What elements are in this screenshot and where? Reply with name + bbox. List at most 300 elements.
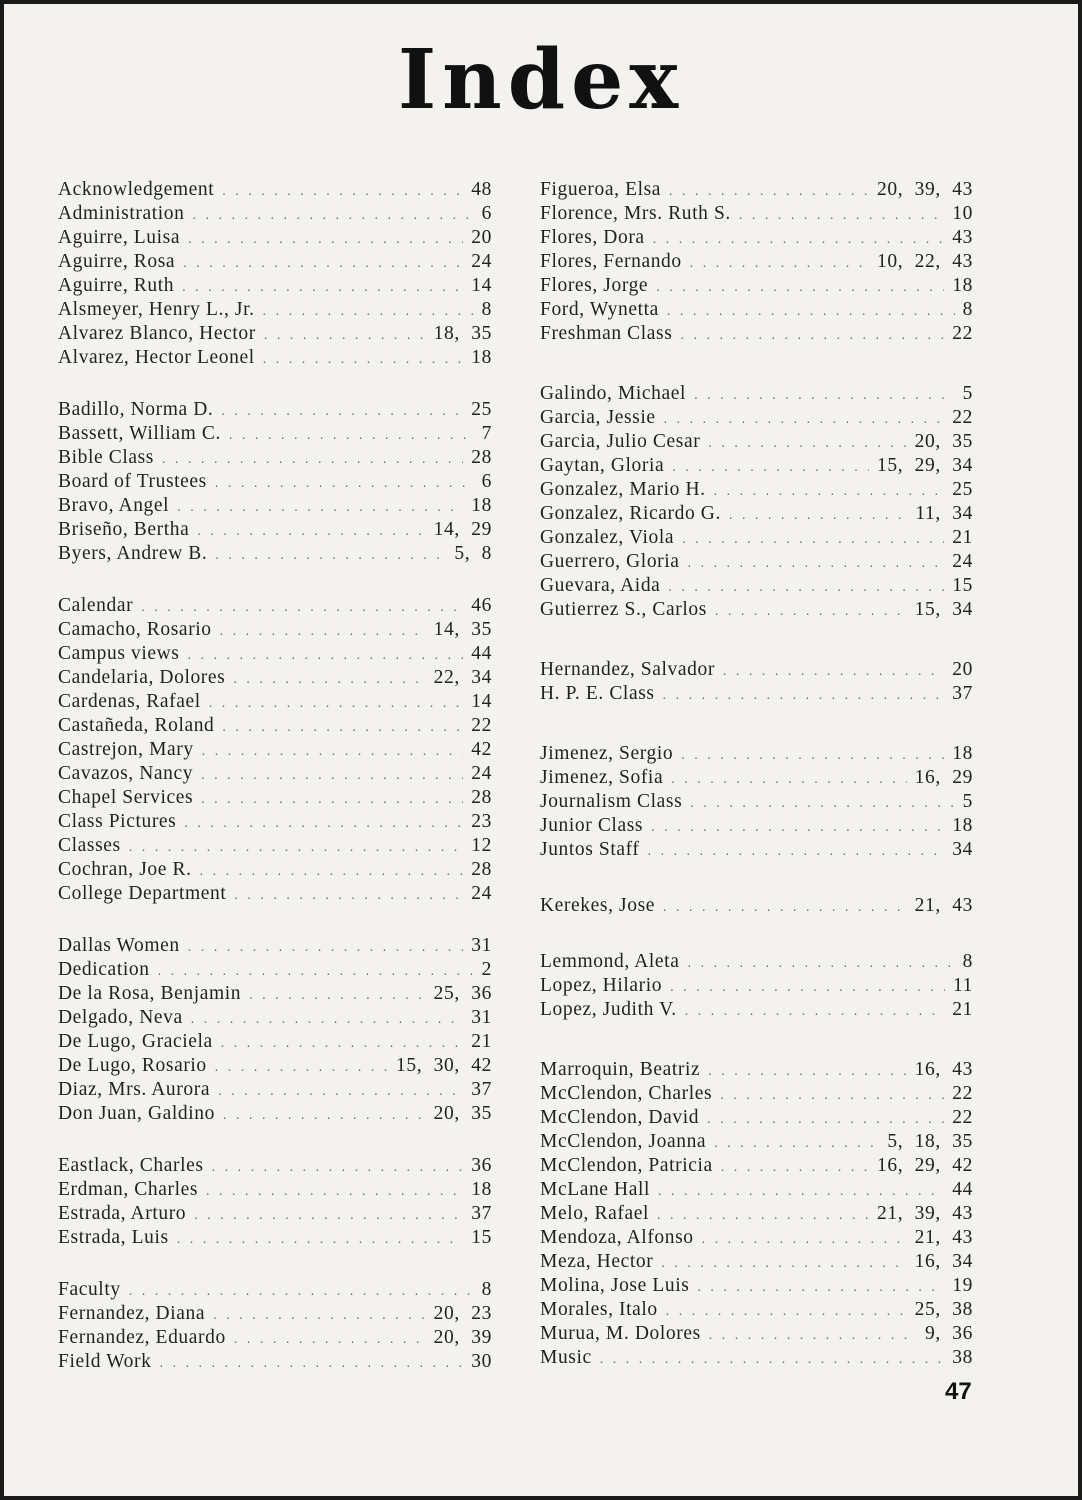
entry-name: Classes [58, 835, 121, 856]
index-entry [58, 594, 492, 618]
index-group [540, 382, 973, 622]
entry-name: Byers, Andrew B. [58, 543, 208, 564]
dot-leader [201, 764, 463, 788]
index-entry [540, 226, 973, 250]
entry-name: Cardenas, Rafael [58, 691, 201, 712]
index-entry [58, 642, 492, 666]
entry-pages: 21, 43 [914, 895, 973, 916]
entry-name: Calendar [58, 595, 134, 616]
dot-leader [233, 668, 425, 692]
dot-leader [651, 816, 944, 840]
entry-name: Castrejon, Mary [58, 739, 194, 760]
dot-leader [663, 896, 907, 920]
dot-leader [209, 692, 464, 716]
entry-name: Marroquin, Beatriz [540, 1059, 701, 1080]
entry-pages: 5, 8 [454, 543, 492, 564]
entry-name: Meza, Hector [540, 1251, 654, 1272]
entry-name: Flores, Jorge [540, 275, 649, 296]
dot-leader [188, 644, 464, 668]
index-column-left [58, 178, 492, 1402]
index-entry [58, 982, 492, 1006]
dot-leader [215, 544, 446, 568]
index-group [540, 178, 973, 346]
dot-leader [221, 1032, 464, 1056]
entry-name: Acknowledgement [58, 179, 215, 200]
index-entry [540, 998, 973, 1022]
dot-leader [708, 432, 906, 456]
dot-leader [680, 324, 944, 348]
entry-pages: 24 [952, 551, 973, 572]
dot-leader [215, 1056, 388, 1080]
index-entry [58, 298, 492, 322]
index-entry [540, 430, 973, 454]
entry-pages: 44 [471, 643, 492, 664]
entry-pages: 20, 35 [914, 431, 973, 452]
index-entry [540, 658, 973, 682]
index-entry [58, 542, 492, 566]
entry-pages: 24 [471, 251, 492, 272]
entry-pages: 22 [952, 407, 973, 428]
index-entry [540, 298, 973, 322]
dot-leader [685, 1000, 945, 1024]
dot-leader [667, 300, 955, 324]
entry-pages: 18, 35 [433, 323, 492, 344]
entry-name: McClendon, Charles [540, 1083, 713, 1104]
dot-leader [223, 1104, 426, 1128]
entry-pages: 22 [952, 323, 973, 344]
entry-pages: 21, 43 [914, 1227, 973, 1248]
index-entry [58, 1030, 492, 1054]
entry-pages: 15, 30, 42 [396, 1055, 492, 1076]
entry-pages: 36 [471, 1155, 492, 1176]
dot-leader [200, 860, 464, 884]
entry-name: Eastlack, Charles [58, 1155, 204, 1176]
index-entry [58, 882, 492, 906]
dot-leader [177, 1228, 464, 1252]
entry-pages: 7 [481, 423, 492, 444]
entry-name: Morales, Italo [540, 1299, 658, 1320]
index-entry [540, 1154, 973, 1178]
dot-leader [206, 1180, 463, 1204]
index-entry [58, 202, 492, 226]
dot-leader [694, 384, 955, 408]
entry-name: De Lugo, Graciela [58, 1031, 213, 1052]
entry-name: Flores, Fernando [540, 251, 682, 272]
dot-leader [263, 300, 474, 324]
index-entry [540, 838, 973, 862]
dot-leader [687, 952, 954, 976]
entry-name: Alsmeyer, Henry L., Jr. [58, 299, 255, 320]
index-entry [540, 274, 973, 298]
index-entry [58, 1102, 492, 1126]
index-entry [58, 494, 492, 518]
entry-pages: 18 [471, 495, 492, 516]
entry-pages: 28 [471, 859, 492, 880]
entry-name: Alvarez Blanco, Hector [58, 323, 256, 344]
entry-name: Gaytan, Gloria [540, 455, 665, 476]
entry-name: Alvarez, Hector Leonel [58, 347, 255, 368]
entry-name: Dedication [58, 959, 150, 980]
index-entry [58, 666, 492, 690]
dot-leader [201, 788, 463, 812]
dot-leader [264, 324, 426, 348]
entry-name: College Department [58, 883, 227, 904]
dot-leader [739, 204, 944, 228]
dot-leader [663, 684, 945, 708]
entry-pages: 20, 39, 43 [877, 179, 973, 200]
index-entry [58, 178, 492, 202]
entry-name: Badillo, Norma D. [58, 399, 214, 420]
entry-pages: 43 [952, 227, 973, 248]
index-entry [540, 322, 973, 346]
dot-leader [702, 1228, 907, 1252]
entry-pages: 20 [952, 659, 973, 680]
entry-pages: 15 [471, 1227, 492, 1248]
index-entry [540, 1106, 973, 1130]
entry-pages: 46 [471, 595, 492, 616]
index-entry [540, 1250, 973, 1274]
index-entry [58, 958, 492, 982]
entry-pages: 25, 38 [914, 1299, 973, 1320]
entry-name: Kerekes, Jose [540, 895, 656, 916]
entry-name: Mendoza, Alfonso [540, 1227, 694, 1248]
dot-leader [234, 884, 463, 908]
entry-name: Cavazos, Nancy [58, 763, 194, 784]
index-entry [58, 714, 492, 738]
dot-leader [690, 792, 954, 816]
entry-name: Campus views [58, 643, 180, 664]
entry-pages: 24 [471, 883, 492, 904]
index-entry [58, 810, 492, 834]
entry-name: Galindo, Michael [540, 383, 687, 404]
entry-pages: 19 [952, 1275, 973, 1296]
index-column-right [540, 178, 973, 1406]
index-entry [58, 1154, 492, 1178]
dot-leader [688, 552, 945, 576]
entry-name: Aguirre, Luisa [58, 227, 181, 248]
dot-leader [162, 448, 463, 472]
entry-pages: 21 [952, 527, 973, 548]
dot-leader [658, 1180, 944, 1204]
dot-leader [714, 1132, 879, 1156]
index-entry [540, 766, 973, 790]
entry-pages: 30 [471, 1351, 492, 1372]
entry-pages: 11, 34 [915, 503, 973, 524]
entry-pages: 5 [962, 383, 973, 404]
entry-name: Lopez, Judith V. [540, 999, 677, 1020]
index-group [540, 894, 973, 918]
index-entry [540, 478, 973, 502]
entry-pages: 28 [471, 787, 492, 808]
index-entry [58, 1078, 492, 1102]
index-entry [58, 422, 492, 446]
entry-pages: 24 [471, 763, 492, 784]
dot-leader [671, 768, 906, 792]
index-entry [58, 858, 492, 882]
entry-pages: 16, 29, 42 [877, 1155, 973, 1176]
entry-pages: 20, 35 [433, 1103, 492, 1124]
dot-leader [191, 1008, 464, 1032]
entry-pages: 2 [481, 959, 492, 980]
dot-leader [707, 1108, 944, 1132]
index-group [58, 594, 492, 906]
entry-name: Administration [58, 203, 185, 224]
index-entry [540, 1130, 973, 1154]
entry-name: Lemmond, Aleta [540, 951, 680, 972]
index-entry [58, 322, 492, 346]
entry-pages: 37 [952, 683, 973, 704]
entry-name: Faculty [58, 1279, 121, 1300]
entry-pages: 6 [481, 471, 492, 492]
index-entry [58, 1278, 492, 1302]
entry-pages: 18 [952, 275, 973, 296]
dot-leader [159, 1352, 463, 1376]
entry-pages: 48 [471, 179, 492, 200]
index-entry [540, 814, 973, 838]
dot-leader [653, 228, 945, 252]
entry-pages: 15, 29, 34 [877, 455, 973, 476]
dot-leader [664, 408, 945, 432]
entry-name: Guevara, Aida [540, 575, 661, 596]
dot-leader [188, 936, 464, 960]
index-group [58, 1278, 492, 1374]
entry-name: Ford, Wynetta [540, 299, 659, 320]
entry-pages: 16, 43 [914, 1059, 973, 1080]
entry-pages: 10, 22, 43 [877, 251, 973, 272]
entry-name: Freshman Class [540, 323, 673, 344]
index-entry [58, 738, 492, 762]
entry-pages: 22 [952, 1107, 973, 1128]
dot-leader [188, 228, 463, 252]
entry-pages: 15, 34 [914, 599, 973, 620]
dot-leader [221, 400, 463, 424]
index-entry [58, 834, 492, 858]
entry-pages: 38 [952, 1347, 973, 1368]
dot-leader [720, 1084, 944, 1108]
entry-name: McClendon, Patricia [540, 1155, 713, 1176]
entry-name: Candelaria, Dolores [58, 667, 226, 688]
entry-name: Cochran, Joe R. [58, 859, 192, 880]
entry-pages: 22, 34 [433, 667, 492, 688]
index-entry [540, 682, 973, 706]
entry-name: Don Juan, Galdino [58, 1103, 215, 1124]
entry-name: McClendon, Joanna [540, 1131, 707, 1152]
index-entry [540, 742, 973, 766]
entry-name: Chapel Services [58, 787, 194, 808]
index-entry [540, 598, 973, 622]
entry-pages: 14 [471, 275, 492, 296]
index-entry [540, 454, 973, 478]
entry-pages: 18 [471, 1179, 492, 1200]
dot-leader [656, 276, 944, 300]
dot-leader [129, 836, 464, 860]
entry-name: Guerrero, Gloria [540, 551, 680, 572]
index-entry [58, 1350, 492, 1374]
entry-name: Briseño, Bertha [58, 519, 190, 540]
index-entry [540, 550, 973, 574]
entry-pages: 31 [471, 1007, 492, 1028]
index-entry [58, 446, 492, 470]
dot-leader [183, 252, 463, 276]
dot-leader [222, 716, 463, 740]
index-entry [540, 202, 973, 226]
index-group [540, 742, 973, 862]
dot-leader [681, 744, 944, 768]
dot-leader [229, 424, 474, 448]
entry-pages: 9, 36 [925, 1323, 973, 1344]
dot-leader [669, 180, 869, 204]
index-entry [540, 1346, 973, 1370]
entry-name: Figueroa, Elsa [540, 179, 662, 200]
entry-pages: 12 [471, 835, 492, 856]
entry-name: Garcia, Julio Cesar [540, 431, 701, 452]
entry-pages: 23 [471, 811, 492, 832]
entry-pages: 21 [952, 999, 973, 1020]
dot-leader [194, 1204, 463, 1228]
dot-leader [661, 1252, 906, 1276]
index-entry [540, 250, 973, 274]
entry-pages: 25 [952, 479, 973, 500]
entry-pages: 31 [471, 935, 492, 956]
index-entry [540, 1178, 973, 1202]
entry-pages: 18 [471, 347, 492, 368]
entry-name: Gonzalez, Mario H. [540, 479, 706, 500]
entry-name: Jimenez, Sofia [540, 767, 664, 788]
entry-name: McClendon, David [540, 1107, 700, 1128]
dot-leader [192, 204, 473, 228]
index-entry [58, 398, 492, 422]
entry-pages: 42 [471, 739, 492, 760]
dot-leader [234, 1328, 426, 1352]
dot-leader [249, 984, 426, 1008]
entry-name: McLane Hall [540, 1179, 651, 1200]
dot-leader [158, 960, 474, 984]
entry-name: Dallas Women [58, 935, 180, 956]
index-entry [58, 1202, 492, 1226]
entry-name: Estrada, Luis [58, 1227, 169, 1248]
entry-name: Hernandez, Salvador [540, 659, 715, 680]
index-group [540, 950, 973, 1022]
dot-leader [709, 1324, 917, 1348]
dot-leader [182, 276, 463, 300]
index-entry [540, 1058, 973, 1082]
index-entry [540, 406, 973, 430]
entry-pages: 14, 35 [433, 619, 492, 640]
entry-pages: 20, 39 [433, 1327, 492, 1348]
entry-name: Junior Class [540, 815, 644, 836]
dot-leader [263, 348, 464, 372]
entry-name: Camacho, Rosario [58, 619, 212, 640]
page-number: 47 [945, 1378, 972, 1405]
index-group [58, 398, 492, 566]
entry-pages: 20, 23 [433, 1303, 492, 1324]
entry-pages: 10 [952, 203, 973, 224]
dot-leader [647, 840, 944, 864]
dot-leader [714, 480, 945, 504]
index-entry [58, 1326, 492, 1350]
index-entry [58, 762, 492, 786]
index-entry [540, 950, 973, 974]
entry-name: Delgado, Neva [58, 1007, 183, 1028]
entry-pages: 18 [952, 743, 973, 764]
entry-name: De Lugo, Rosario [58, 1055, 207, 1076]
index-entry [540, 178, 973, 202]
index-entry [58, 250, 492, 274]
index-entry [58, 690, 492, 714]
entry-name: Lopez, Hilario [540, 975, 663, 996]
entry-name: Field Work [58, 1351, 152, 1372]
entry-pages: 16, 29 [914, 767, 973, 788]
entry-pages: 34 [952, 839, 973, 860]
entry-pages: 5, 18, 35 [887, 1131, 973, 1152]
dot-leader [212, 1156, 464, 1180]
index-entry [58, 786, 492, 810]
dot-leader [177, 496, 463, 520]
index-entry [58, 1302, 492, 1326]
dot-leader [222, 180, 463, 204]
entry-pages: 14 [471, 691, 492, 712]
index-entry [58, 274, 492, 298]
entry-name: De la Rosa, Benjamin [58, 983, 242, 1004]
entry-name: Melo, Rafael [540, 1203, 649, 1224]
entry-pages: 8 [962, 951, 973, 972]
index-entry [58, 1226, 492, 1250]
index-entry [540, 1226, 973, 1250]
index-entry [540, 1202, 973, 1226]
entry-name: Florence, Mrs. Ruth S. [540, 203, 731, 224]
index-entry [540, 382, 973, 406]
entry-name: Bible Class [58, 447, 154, 468]
entry-pages: 16, 34 [914, 1251, 973, 1272]
entry-name: H. P. E. Class [540, 683, 655, 704]
index-entry [540, 574, 973, 598]
dot-leader [202, 740, 464, 764]
entry-name: Flores, Dora [540, 227, 645, 248]
dot-leader [220, 620, 426, 644]
entry-pages: 15 [952, 575, 973, 596]
entry-pages: 22 [471, 715, 492, 736]
entry-pages: 18 [952, 815, 973, 836]
dot-leader [729, 504, 907, 528]
index-entry [58, 1054, 492, 1078]
dot-leader [690, 252, 869, 276]
entry-name: Diaz, Mrs. Aurora [58, 1079, 211, 1100]
index-group [540, 658, 973, 706]
entry-pages: 8 [962, 299, 973, 320]
entry-name: Juntos Staff [540, 839, 640, 860]
index-entry [58, 618, 492, 642]
entry-pages: 8 [481, 299, 492, 320]
index-entry [58, 1178, 492, 1202]
entry-pages: 44 [952, 1179, 973, 1200]
index-entry [540, 526, 973, 550]
dot-leader [197, 520, 425, 544]
entry-pages: 5 [962, 791, 973, 812]
entry-pages: 14, 29 [433, 519, 492, 540]
entry-pages: 20 [471, 227, 492, 248]
entry-name: Molina, Jose Luis [540, 1275, 690, 1296]
page-title: Index [397, 32, 685, 128]
index-entry [540, 974, 973, 998]
entry-name: Erdman, Charles [58, 1179, 199, 1200]
entry-name: Fernandez, Diana [58, 1303, 206, 1324]
dot-leader [666, 1300, 907, 1324]
dot-leader [184, 812, 463, 836]
index-group [58, 178, 492, 370]
index-entry [58, 346, 492, 370]
entry-name: Bravo, Angel [58, 495, 170, 516]
index-entry [540, 894, 973, 918]
